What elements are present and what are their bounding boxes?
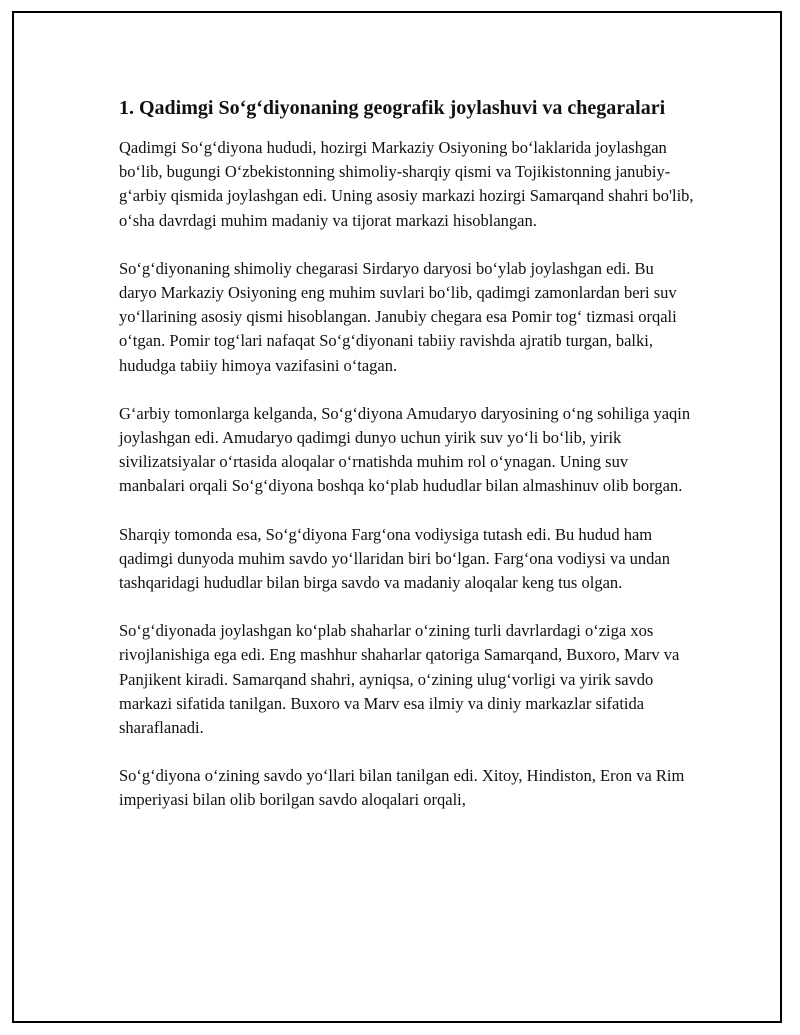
- section-heading: 1. Qadimgi So‘g‘diyonaning geografik joylashuvi va chegaralari: [119, 97, 666, 119]
- paragraph-3: G‘arbiy tomonlarga kelganda, So‘g‘diyona Amudaryo daryosining o‘ng sohiliga yaqin joylashgan edi. Amudaryo qadimgi dunyo uchun yirik suv yo‘li bo‘lib, yirik sivilizatsiyalar o‘rtasida aloqalar o‘rnatishda muhim rol o‘ynagan. Uning suv manbalari orqali So‘g‘diyona boshqa ko‘plab hududlar bilan almashinuv olib borgan.: [119, 403, 691, 496]
- paragraph-4: Sharqiy tomonda esa, So‘g‘diyona Farg‘ona vodiysiga tutash edi. Bu hudud ham qadimgi dunyoda muhim savdo yo‘llaridan biri bo‘lgan. Farg‘ona vodiysi va undan tashqaridagi hududlar bilan birga savdo va madaniy aloqalar keng tus olgan.: [119, 524, 670, 593]
- paragraph-6: So‘g‘diyona o‘zining savdo yo‘llari bilan tanilgan edi. Xitoy, Hindiston, Eron va Rim imperiyasi bilan olib borilgan savdo aloqalari orqali,: [119, 766, 685, 810]
- paragraph-2: So‘g‘diyonaning shimoliy chegarasi Sirdaryo daryosi bo‘ylab joylashgan edi. Bu daryo Markaziy Osiyoning eng muhim suvlari bo‘lib, qadimgi zamonlardan beri suv yo‘llarining asosiy qismi hisoblangan. Janubiy chegara esa Pomir tog‘ tizmasi orqali o‘tgan. Pomir tog‘lari nafaqat So‘g‘diyonani tabiiy ravishda ajratib turgan, balki, hududga tabiiy himoya vazifasini o‘tagan.: [119, 258, 677, 375]
- document-body: [119, 94, 694, 837]
- paragraph-5: So‘g‘diyonada joylashgan ko‘plab shaharlar o‘zining turli davrlardagi o‘ziga xos rivojlanishiga ega edi. Eng mashhur shaharlar qatoriga Samarqand, Buxoro, Marv va Panjikent kiradi. Samarqand shahri, ayniqsa, o‘zining ulug‘vorligi va yirik savdo markazi sifatida tanilgan. Buxoro va Marv esa ilmiy va diniy markazlar sifatida sharaflanadi.: [119, 621, 680, 738]
- paragraph-1: Qadimgi So‘g‘diyona hududi, hozirgi Markaziy Osiyoning bo‘laklarida joylashgan bo‘lib, bugungi O‘zbekistonning shimoliy-sharqiy qismi va Tojikistonning janubiy-g‘arbiy qismida joylashgan edi. Uning asosiy markazi hozirgi Samarqand shahri bo'lib, o‘sha davrdagi muhim madaniy va tijorat markazi hisoblangan.: [119, 138, 694, 230]
